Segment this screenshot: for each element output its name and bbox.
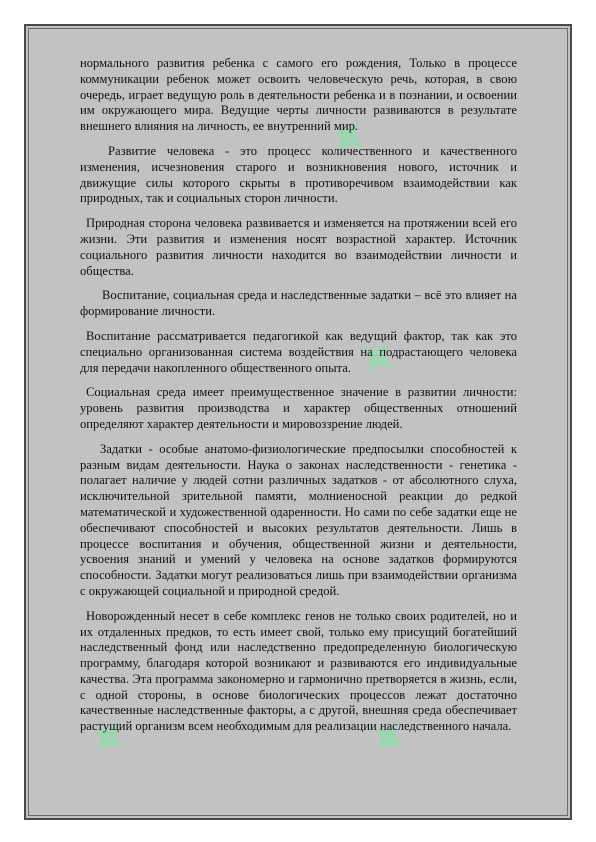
watermark-mark: ✦	[70, 700, 149, 775]
paragraph-inclinations: Задатки - особые анатомо-физиологические предпосылки способностей к разным видам деятельности. Наука о законах наследственности - генетика - полагает наличие у людей сотни различных задатков - от абсолютного слуха, исключительной зрительной памяти, молниеносной реакции до редкой математической и художественной одаренности. Но сами по себе задатки еще не обеспечивают способностей и высоких результатов деятельности. Лишь в процессе воспитания и обучения, общественной жизни и деятельности, усвоения знаний и умений у человека на основе задатков формируются способности. Задатки могут реализоваться лишь при взаимодействии организма с окружающей социальной и природной средой.	[80, 441, 517, 598]
document-body	[80, 56, 517, 744]
paragraph-social-environment: Социальная среда имеет преимущественное значение в развитии личности: уровень развития производства и характер общественных отношений определяют характер деятельности и мировоззрение людей.	[80, 385, 517, 431]
paragraph-natural-side: Природная сторона человека развивается и изменяется на протяжении всей его жизни. Эти развития и изменения носят возрастной характер. Источник социального развития личности находится во взаимодействии личности и общества.	[80, 216, 517, 278]
watermark-mark: ✦	[350, 700, 429, 775]
paragraph-development: Развитие человека - это процесс количественного и качественного изменения, исчезновения старого и возникновения нового, источник и движущие силы которого скрыты в противоречивом взаимодействии как природных, так и социальных сторон личности.	[80, 143, 517, 206]
paragraph-newborn: Новорожденный несет в себе комплекс генов не только своих родителей, но и их отдаленных предков, то есть имеет свой, только ему присущий богатейший наследственный фонд или наследственно предопределенную биологическую программу, благодаря которой возникают и развиваются его индивидуальные качества. Эта программа закономерно и гармонично претворяется в жизнь, если, с одной стороны, в основе биологических процессов лежат достаточно качественные наследственные факторы, а с другой, внешняя среда обеспечивает растущий организм всем необходимым для реализации наследственного начала.	[80, 608, 517, 734]
paragraph-formation-factors: Воспитание, социальная среда и наследственные задатки – всё это влияет на формирование личности.	[80, 288, 517, 319]
watermark-mark: ✦	[310, 100, 389, 175]
watermark-mark: ✦	[340, 320, 419, 395]
paragraph-continuation: нормального развития ребенка с самого его рождения, Только в процессе коммуникации ребенок может освоить человеческую речь, которая, в свою очередь, играет ведущую роль в деятельности ребенка и в познании, и освоении им окружающего мира. Ведущие черты личности развиваются в результате внешнего влияния на личность, ее внутренний мир.	[80, 56, 517, 134]
document-page	[24, 24, 572, 820]
paragraph-upbringing: Воспитание рассматривается педагогикой как ведущий фактор, так как это специально организованная система воздействия на подрастающего человека для передачи накопленного общественного опыта.	[80, 328, 517, 375]
